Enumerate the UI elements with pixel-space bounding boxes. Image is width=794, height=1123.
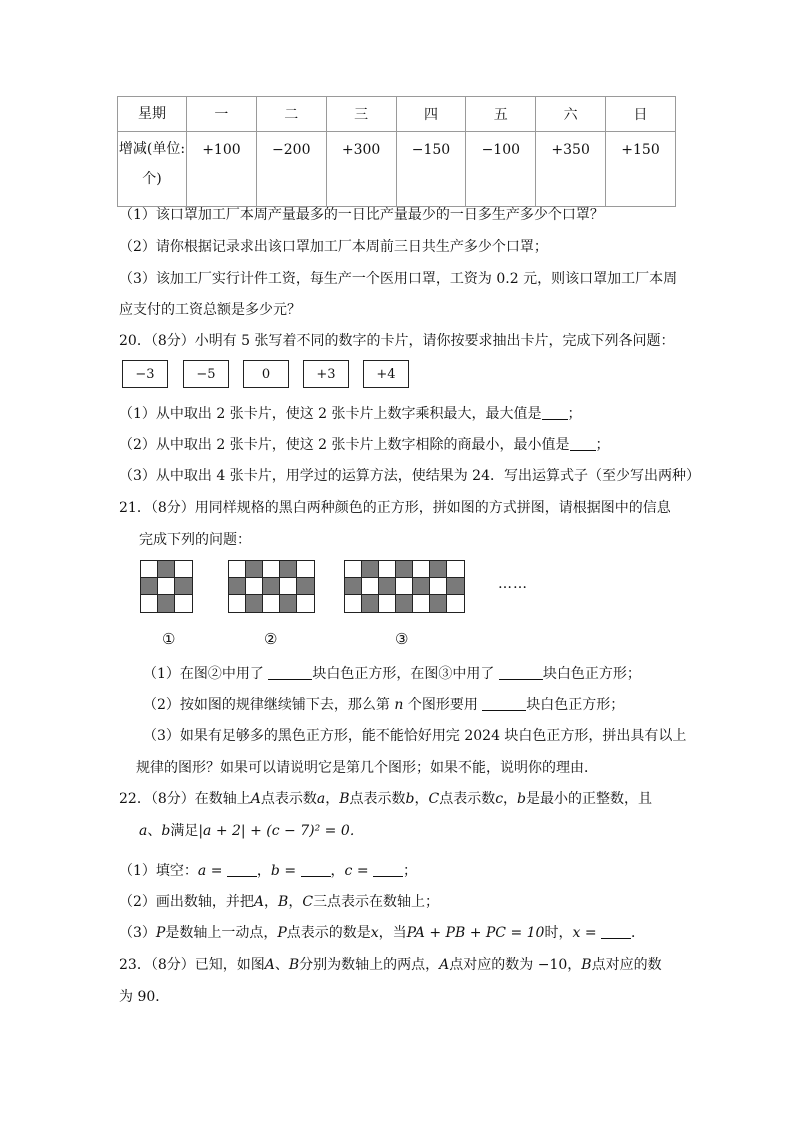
- pattern-square: [379, 561, 396, 578]
- text: 三点表示在数轴上；: [313, 894, 440, 910]
- pattern-square: [447, 595, 464, 612]
- table-cell: −150: [396, 132, 466, 207]
- pattern-square: [396, 595, 413, 612]
- text: 点表示数: [260, 791, 317, 807]
- var-a: a: [139, 823, 148, 839]
- pattern-square: [175, 561, 192, 578]
- table-cell: 五: [466, 97, 536, 132]
- var-B: B: [278, 894, 289, 910]
- var-A: A: [264, 957, 275, 973]
- text: =: [580, 925, 602, 941]
- answer-blank: [227, 862, 257, 877]
- q22-title-line1: [119, 789, 652, 809]
- table-cell: 星期: [118, 97, 187, 132]
- number-card: −3: [122, 360, 168, 388]
- var-A: A: [250, 791, 261, 807]
- figure-label-1: ①: [162, 630, 176, 648]
- pattern-square: [280, 578, 297, 595]
- pattern-square: [229, 561, 246, 578]
- pattern-figure-1: [140, 560, 193, 613]
- text: 点表示数: [349, 791, 406, 807]
- answer-blank: [482, 696, 526, 711]
- var-b: b: [161, 823, 171, 839]
- pattern-square: [430, 595, 447, 612]
- pattern-square: [430, 578, 447, 595]
- table-cell: 三: [326, 97, 396, 132]
- table-cell: −100: [466, 132, 536, 207]
- pattern-square: [396, 561, 413, 578]
- pattern-square: [280, 595, 297, 612]
- var-A: A: [439, 957, 450, 973]
- table-cell: 日: [606, 97, 676, 132]
- pattern-square: [297, 561, 314, 578]
- q21-part1-text-a: （1）在图②中用了: [143, 666, 264, 682]
- pattern-square: [158, 578, 175, 595]
- pattern-square: [362, 578, 379, 595]
- var-a: a: [197, 863, 207, 879]
- var-B: B: [581, 957, 592, 973]
- var-P: P: [155, 925, 166, 941]
- pattern-square: [158, 595, 175, 612]
- text: 时，: [544, 925, 573, 941]
- pattern-square: [229, 578, 246, 595]
- table-cell: 六: [536, 97, 606, 132]
- answer-blank: [570, 436, 596, 451]
- figure-label-3: ③: [395, 630, 409, 648]
- q22-part1: [119, 861, 417, 881]
- q22-part3: [119, 923, 645, 943]
- pattern-square: [229, 595, 246, 612]
- pattern-square: [263, 561, 280, 578]
- text: 点表示的数是: [286, 925, 371, 941]
- table-cell: +350: [536, 132, 606, 207]
- table-cell: +150: [606, 132, 676, 207]
- q21-part1-text-c: 块白色正方形；: [542, 666, 641, 682]
- pattern-square: [413, 578, 430, 595]
- answer-blank: [601, 924, 631, 939]
- pattern-square: [158, 561, 175, 578]
- q19-part2: （2）请你根据记录求出该口罩加工厂本周前三日共生产多少个口罩；: [119, 239, 548, 255]
- var-b: b: [517, 791, 527, 807]
- text: 、: [147, 823, 162, 839]
- continuation-dots: ……: [498, 576, 528, 592]
- var-C: C: [428, 791, 440, 807]
- q21-part3-line1: （3）如果有足够多的黑色正方形，能不能恰好用完 2024 块白色正方形，拼出具有以上: [143, 728, 687, 744]
- pattern-square: [447, 578, 464, 595]
- number-card: +4: [363, 360, 409, 388]
- table-cell: 二: [256, 97, 326, 132]
- var-c: c: [344, 863, 353, 879]
- q20-title: 20．（8分）小明有 5 张写着不同的数字的卡片，请你按要求抽出卡片，完成下列各问题：: [119, 333, 675, 349]
- pattern-square: [175, 595, 192, 612]
- table-cell: +300: [326, 132, 396, 207]
- pattern-square: [379, 578, 396, 595]
- row-label-cell: [118, 132, 187, 207]
- q21-part2-text-a: （2）按如图的规律继续铺下去，那么第: [143, 697, 390, 713]
- var-B: B: [339, 791, 350, 807]
- pattern-square: [379, 595, 396, 612]
- pattern-square: [345, 561, 362, 578]
- q20-part2: [119, 435, 610, 455]
- text: =: [206, 863, 227, 879]
- text: ，: [256, 863, 271, 879]
- answer-blank: [542, 405, 568, 420]
- pattern-square: [263, 595, 280, 612]
- var-B: B: [288, 957, 300, 973]
- var-b: b: [405, 791, 415, 807]
- table-row: [118, 132, 676, 207]
- text: ；: [403, 863, 418, 879]
- q19-part1: （1）该口罩加工厂本周产量最多的一日比产量最少的一日多生产多少个口罩？: [119, 207, 604, 223]
- text: ，: [264, 894, 279, 910]
- text: （3）: [119, 925, 156, 941]
- text: ．: [631, 925, 646, 941]
- q20-part2-end: ；: [595, 437, 610, 453]
- q21-title-line2: 完成下列的问题：: [139, 532, 251, 548]
- pattern-square: [447, 561, 464, 578]
- table-header-row: [118, 97, 676, 132]
- table-cell: −200: [256, 132, 326, 207]
- q20-part2-text: （2）从中取出 2 张卡片，使这 2 张卡片上数字相除的商最小，最小值是: [119, 437, 570, 453]
- text: 是数轴上一动点，: [165, 925, 278, 941]
- text: ，: [503, 791, 518, 807]
- q20-part1-end: ；: [567, 406, 582, 422]
- pattern-square: [413, 595, 430, 612]
- table-cell: +100: [187, 132, 257, 207]
- text: 点对应的数为 −10，: [449, 957, 582, 973]
- q21-part2-text-b: 个图形要用: [407, 697, 478, 713]
- answer-blank: [301, 862, 331, 877]
- q23-title-line2: 为 90．: [119, 989, 170, 1005]
- var-b: b: [270, 863, 280, 879]
- q21-part1: [143, 664, 641, 684]
- q21-part2: [143, 695, 624, 715]
- text: 是最小的正整数，且: [526, 791, 653, 807]
- var-c: c: [495, 791, 504, 807]
- row-label-line2: 个): [142, 171, 162, 187]
- pattern-square: [297, 578, 314, 595]
- q23-title-line1: [119, 955, 662, 975]
- answer-blank: [268, 665, 312, 680]
- pattern-square: [362, 561, 379, 578]
- pattern-figure-2: [228, 560, 315, 613]
- pattern-square: [345, 595, 362, 612]
- text: ，当: [378, 925, 407, 941]
- q21-title-line1: 21．（8分）用同样规格的黑白两种颜色的正方形，拼如图的方式拼图，请根据图中的信息: [119, 500, 671, 516]
- pattern-square: [141, 595, 158, 612]
- q20-part1: [119, 404, 582, 424]
- pattern-square: [141, 578, 158, 595]
- pattern-square: [246, 561, 263, 578]
- var-A: A: [253, 894, 265, 910]
- q21-part1-text-b: 块白色正方形，在图③中用了: [312, 666, 495, 682]
- number-card: 0: [243, 360, 289, 388]
- condition-expression: |a + 2| + (c − 7)² = 0．: [198, 823, 364, 839]
- text: 、: [274, 957, 289, 973]
- var-x: x: [572, 925, 581, 941]
- text: ，: [414, 791, 429, 807]
- q19-part3-line1: （3）该加工厂实行计件工资，每生产一个医用口罩，工资为 0.2 元，则该口罩加工厂本周: [119, 271, 678, 287]
- text: 分别为数轴上的两点，: [299, 957, 440, 973]
- text: ，: [325, 791, 340, 807]
- q19-part3-line2: 应支付的工资总额是多少元？: [119, 302, 301, 318]
- answer-blank: [499, 665, 543, 680]
- table-cell: 四: [396, 97, 466, 132]
- pattern-square: [297, 595, 314, 612]
- var-P: P: [277, 925, 287, 941]
- q21-part3-line2: 规律的图形？如果可以请说明它是第几个图形；如果不能，说明你的理由．: [136, 760, 598, 776]
- pattern-square: [413, 561, 430, 578]
- text: ，: [288, 894, 303, 910]
- pattern-square: [175, 578, 192, 595]
- text: =: [352, 863, 374, 879]
- q22-part2: [119, 892, 439, 912]
- figure-label-2: ②: [264, 630, 278, 648]
- var-n: n: [394, 697, 404, 713]
- condition-expression: PA + PB + PC = 10: [406, 925, 545, 941]
- answer-blank: [373, 862, 403, 877]
- number-card: −5: [183, 360, 229, 388]
- text: 22．（8分）在数轴上: [119, 791, 251, 807]
- text: 点对应的数: [591, 957, 662, 973]
- text: （2）画出数轴，并把: [119, 894, 254, 910]
- pattern-square: [430, 561, 447, 578]
- var-C: C: [302, 894, 314, 910]
- weekly-change-table: [117, 96, 676, 207]
- text: =: [279, 863, 301, 879]
- text: （1）填空：: [119, 863, 198, 879]
- text: 满足: [170, 823, 199, 839]
- pattern-figure-3: [344, 560, 465, 613]
- row-label-line1: 增减(单位:: [118, 141, 186, 157]
- text: ，: [330, 863, 345, 879]
- table-cell: 一: [187, 97, 257, 132]
- pattern-square: [246, 578, 263, 595]
- text: 23．（8分）已知，如图: [119, 957, 265, 973]
- text: 点表示数: [439, 791, 496, 807]
- pattern-square: [396, 578, 413, 595]
- pattern-square: [280, 561, 297, 578]
- q21-part2-text-c: 块白色正方形；: [526, 697, 625, 713]
- pattern-square: [362, 595, 379, 612]
- var-x: x: [370, 925, 379, 941]
- pattern-square: [246, 595, 263, 612]
- pattern-square: [345, 578, 362, 595]
- number-card: +3: [303, 360, 349, 388]
- q20-part1-text: （1）从中取出 2 张卡片，使这 2 张卡片上数字乘积最大，最大值是: [119, 406, 542, 422]
- var-a: a: [316, 791, 326, 807]
- pattern-square: [141, 561, 158, 578]
- pattern-square: [263, 578, 280, 595]
- q22-title-line2: [139, 821, 364, 841]
- q20-part3: （3）从中取出 4 张卡片，用学过的运算方法，使结果为 24．写出运算式子（至少写出两种）: [119, 468, 700, 484]
